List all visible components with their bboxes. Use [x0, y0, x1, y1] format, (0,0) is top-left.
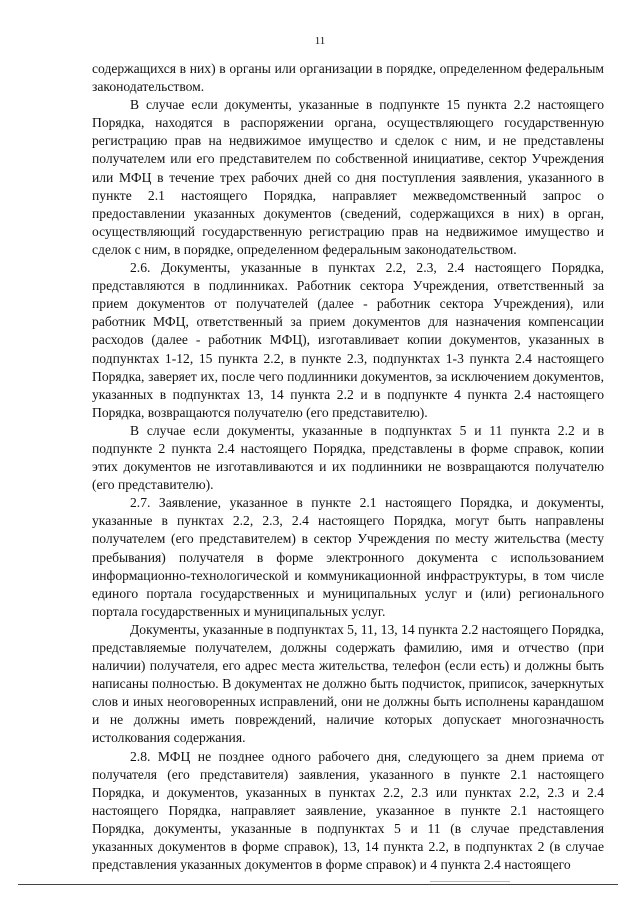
paragraph: 2.6. Документы, указанные в пунктах 2.2, 2.3, 2.4 настоящего Порядка, представляются в подлинниках. Работник сектора Учреждения, ответственный за прием документов от получателей (далее - работник сектора Учреждения), или работник МФЦ, ответственный за прием документов для назначения компенсации расходов (далее - работник МФЦ), изготавливает копии документов, указанных в подпунктах 1-12, 15 пункта 2.2, в пункте 2.3, подпунктах 1-3 пункта 2.4 настоящего Порядка, заверяет их, после чего подлинники документов, за исключением документов, указанных в подпунктах 13, 14 пункта 2.2 и в подпункте 4 пункта 2.4 настоящего Порядка, возвращаются получателю (его представителю). — [92, 260, 604, 420]
document-body — [92, 60, 604, 874]
page-bottom-rule — [18, 884, 618, 885]
page-number: 11 — [314, 35, 326, 47]
paragraph: В случае если документы, указанные в подпункте 15 пункта 2.2 настоящего Порядка, находятся в распоряжении органа, осуществляющего государственную регистрацию прав на недвижимое имущество и сделок с ним, и не представлены получателем или его представителем по собственной инициативе, сектор Учреждения или МФЦ в течение трех рабочих дней со дня поступления заявления, указанного в пункте 2.1 настоящего Порядка, направляет межведомственный запрос о предоставлении указанных документов (сведений, содержащихся в них) в орган, осуществляющий государственную регистрацию прав на недвижимое имущество и сделок с ним, в порядке, определенном федеральным законодательством. — [92, 97, 604, 257]
paragraph: Документы, указанные в подпунктах 5, 11, 13, 14 пункта 2.2 настоящего Порядка, представляемые получателем, должны содержать фамилию, имя и отчество (при наличии) получателя, его адрес места жительства, телефон (если есть) и должны быть написаны полностью. В документах не должно быть подчисток, приписок, зачеркнутых слов и иных неоговоренных исправлений, они не должны быть исполнены карандашом и не должны иметь повреждений, наличие которых допускает многозначность истолкования содержания. — [92, 621, 604, 746]
paragraph-continuation: содержащихся в них) в органы или организации в порядке, определенном федеральным законодательством. — [92, 61, 604, 95]
paragraph: 2.8. МФЦ не позднее одного рабочего дня, следующего за днем приема от получателя (его представителя) заявления, указанного в пункте 2.1 настоящего Порядка, и документов, указанных в пунктах 2.2, 2.3 или пунктах 2.2, 2.3 и 2.4 настоящего Порядка, направляет заявление, указанное в пункте 2.1 настоящего Порядка, документы, указанные в подпунктах 5 и 11 (в случае представления указанных документов в форме справок), 13, 14 пункта 2.2, в подпунктах 2 (в случае представления указанных документов в форме справок) и 4 пункта 2.4 настоящего — [92, 748, 604, 873]
paragraph: 2.7. Заявление, указанное в пункте 2.1 настоящего Порядка, и документы, указанные в пунктах 2.2, 2.3, 2.4 настоящего Порядка, могут быть направлены получателем (его представителем) в сектор Учреждения по месту жительства (месту пребывания) получателя в форме электронного документа с использованием информационно-технологической и коммуникационной инфраструктуры, в том числе единого портала государственных и муниципальных услуг и (или) регионального портала государственных и муниципальных услуг. — [92, 495, 604, 619]
paragraph: В случае если документы, указанные в подпунктах 5 и 11 пункта 2.2 и в подпункте 2 пункта 2.4 настоящего Порядка, представлены в форме справок, копии этих документов не изготавливаются и их подлинники не возвращаются получателю (его представителю). — [92, 422, 604, 493]
scan-artifact-line — [430, 881, 510, 882]
